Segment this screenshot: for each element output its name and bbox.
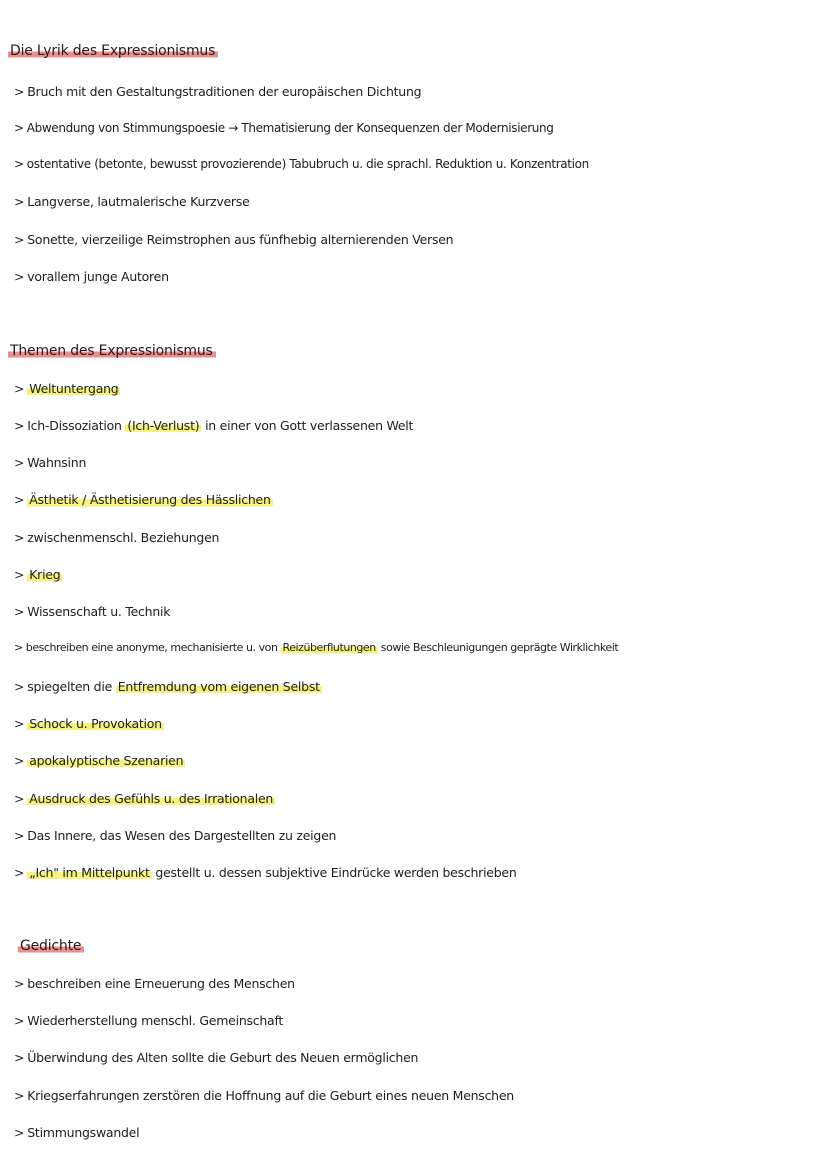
bullet-arrow-icon: > xyxy=(14,121,24,135)
list-item: > Bruch mit den Gestaltungstraditionen der europäischen Dichtung xyxy=(14,84,422,99)
bullet-arrow-icon: > xyxy=(14,381,25,396)
list-item: > Überwindung des Alten sollte die Geburt des Neuen ermöglichen xyxy=(14,1050,419,1065)
bullet-arrow-icon: > xyxy=(14,84,25,99)
list-item: > spiegelten die Entfremdung vom eigenen Selbst xyxy=(14,679,320,694)
bullet-arrow-icon: > xyxy=(14,828,25,843)
bullet-arrow-icon: > xyxy=(14,269,25,284)
bullet-arrow-icon: > xyxy=(14,232,25,247)
list-item: > apokalyptische Szenarien xyxy=(14,753,184,768)
bullet-arrow-icon: > xyxy=(14,567,25,582)
bullet-arrow-icon: > xyxy=(14,1013,25,1028)
bullet-arrow-icon: > xyxy=(14,716,25,731)
list-item: > zwischenmenschl. Beziehungen xyxy=(14,530,220,545)
list-item: > Krieg xyxy=(14,567,61,582)
list-item: > Schock u. Provokation xyxy=(14,716,162,731)
bullet-arrow-icon: > xyxy=(14,194,25,209)
list-item: > Wahnsinn xyxy=(14,455,87,470)
bullet-arrow-icon: > xyxy=(14,492,25,507)
bullet-arrow-icon: > xyxy=(14,157,24,171)
list-item: > vorallem junge Autoren xyxy=(14,269,169,284)
bullet-arrow-icon: > xyxy=(14,455,25,470)
bullet-arrow-icon: > xyxy=(14,679,25,694)
bullet-arrow-icon: > xyxy=(14,530,25,545)
section-heading-themen: Themen des Expressionismus xyxy=(8,343,216,359)
bullet-arrow-icon: > xyxy=(14,976,25,991)
list-item: > Abwendung von Stimmungspoesie → Thematisierung der Konsequenzen der Modernisierung xyxy=(14,121,554,135)
list-item: > ostentative (betonte, bewusst provozierende) Tabubruch u. die sprachl. Reduktion u. Konzentration xyxy=(14,157,589,171)
list-item: > Langverse, lautmalerische Kurzverse xyxy=(14,194,250,209)
list-item: > Ästhetik / Ästhetisierung des Hässlichen xyxy=(14,492,271,507)
list-item: > beschreiben eine anonyme, mechanisierte u. von Reizüberflutungen sowie Beschleunigungen geprägte Wirklichkeit xyxy=(14,641,619,654)
list-item: > beschreiben eine Erneuerung des Menschen xyxy=(14,976,295,991)
bullet-arrow-icon: > xyxy=(14,753,25,768)
section-heading-lyrik: Die Lyrik des Expressionismus xyxy=(8,43,218,59)
list-item: > Kriegserfahrungen zerstören die Hoffnung auf die Geburt eines neuen Menschen xyxy=(14,1088,514,1103)
section-heading-gedichte: Gedichte xyxy=(18,938,84,954)
list-item: > Weltuntergang xyxy=(14,381,119,396)
bullet-arrow-icon: > xyxy=(14,1125,25,1140)
list-item: > „Ich" im Mittelpunkt gestellt u. dessen subjektive Eindrücke werden beschrieben xyxy=(14,865,517,880)
bullet-arrow-icon: > xyxy=(14,791,25,806)
list-item: > Ich-Dissoziation (Ich-Verlust) in einer von Gott verlassenen Welt xyxy=(14,418,414,433)
list-item: > Stimmungswandel xyxy=(14,1125,140,1140)
list-item: > Wiederherstellung menschl. Gemeinschaft xyxy=(14,1013,284,1028)
bullet-arrow-icon: > xyxy=(14,1088,25,1103)
list-item: > Sonette, vierzeilige Reimstrophen aus fünfhebig alternierenden Versen xyxy=(14,232,454,247)
bullet-arrow-icon: > xyxy=(14,865,25,880)
bullet-arrow-icon: > xyxy=(14,604,25,619)
list-item: > Wissenschaft u. Technik xyxy=(14,604,171,619)
list-item: > Ausdruck des Gefühls u. des Irrationalen xyxy=(14,791,274,806)
bullet-arrow-icon: > xyxy=(14,418,25,433)
list-item: > Das Innere, das Wesen des Dargestellten zu zeigen xyxy=(14,828,337,843)
bullet-arrow-icon: > xyxy=(14,641,23,654)
bullet-arrow-icon: > xyxy=(14,1050,25,1065)
